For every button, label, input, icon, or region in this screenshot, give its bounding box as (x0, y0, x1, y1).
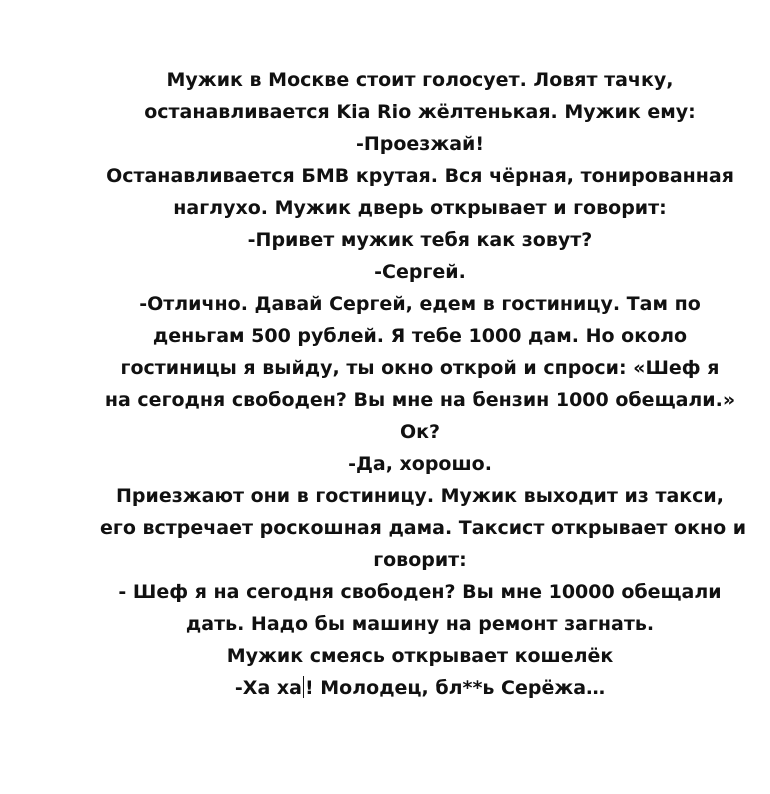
joke-line-13: -Да, хорошо. (348, 453, 492, 475)
joke-line-14: Приезжают они в гостиницу. Мужик выходит из такси, (116, 485, 724, 507)
joke-line-11: на сегодня свободен? Вы мне на бензин 1000 обещали.» (104, 389, 736, 411)
joke-line-15: его встречает роскошная дама. Таксист открывает окно и (100, 517, 747, 539)
joke-line-1: Мужик в Москве стоит голосует. Ловят тачку, (166, 69, 674, 91)
joke-line-16: говорит: (373, 549, 467, 571)
joke-line-2: останавливается Kia Rio жёлтенькая. Мужик ему: (144, 101, 696, 123)
joke-line-12: Ок? (399, 421, 441, 443)
text-cursor (303, 676, 304, 698)
joke-line-3: -Проезжай! (355, 133, 485, 155)
joke-line-10: гостиницы я выйду, ты окно открой и спроси: «Шеф я (120, 357, 720, 379)
joke-line-17: - Шеф я на сегодня свободен? Вы мне 10000 обещали (118, 581, 722, 603)
joke-line-5: наглухо. Мужик дверь открывает и говорит: (173, 197, 667, 219)
joke-line-7: -Сергей. (374, 261, 466, 283)
joke-line-4: Останавливается БМВ крутая. Вся чёрная, тонированная (106, 165, 734, 187)
joke-line-20-start: -Ха ха (234, 677, 302, 699)
joke-line-8: -Отлично. Давай Сергей, едем в гостиницу. Там по (139, 293, 701, 315)
joke-line-20 (100, 672, 740, 704)
joke-line-9: деньгам 500 рублей. Я тебе 1000 дам. Но около (152, 325, 688, 347)
joke-line-20-end: ! Молодец, бл**ь Серёжа… (304, 677, 606, 699)
joke-line-6: -Привет мужик тебя как зовут? (247, 229, 593, 251)
joke-line-18: дать. Надо бы машину на ремонт загнать. (185, 613, 655, 635)
joke-line-19: Мужик смеясь открывает кошелёк (226, 645, 614, 667)
joke-text (100, 64, 747, 704)
